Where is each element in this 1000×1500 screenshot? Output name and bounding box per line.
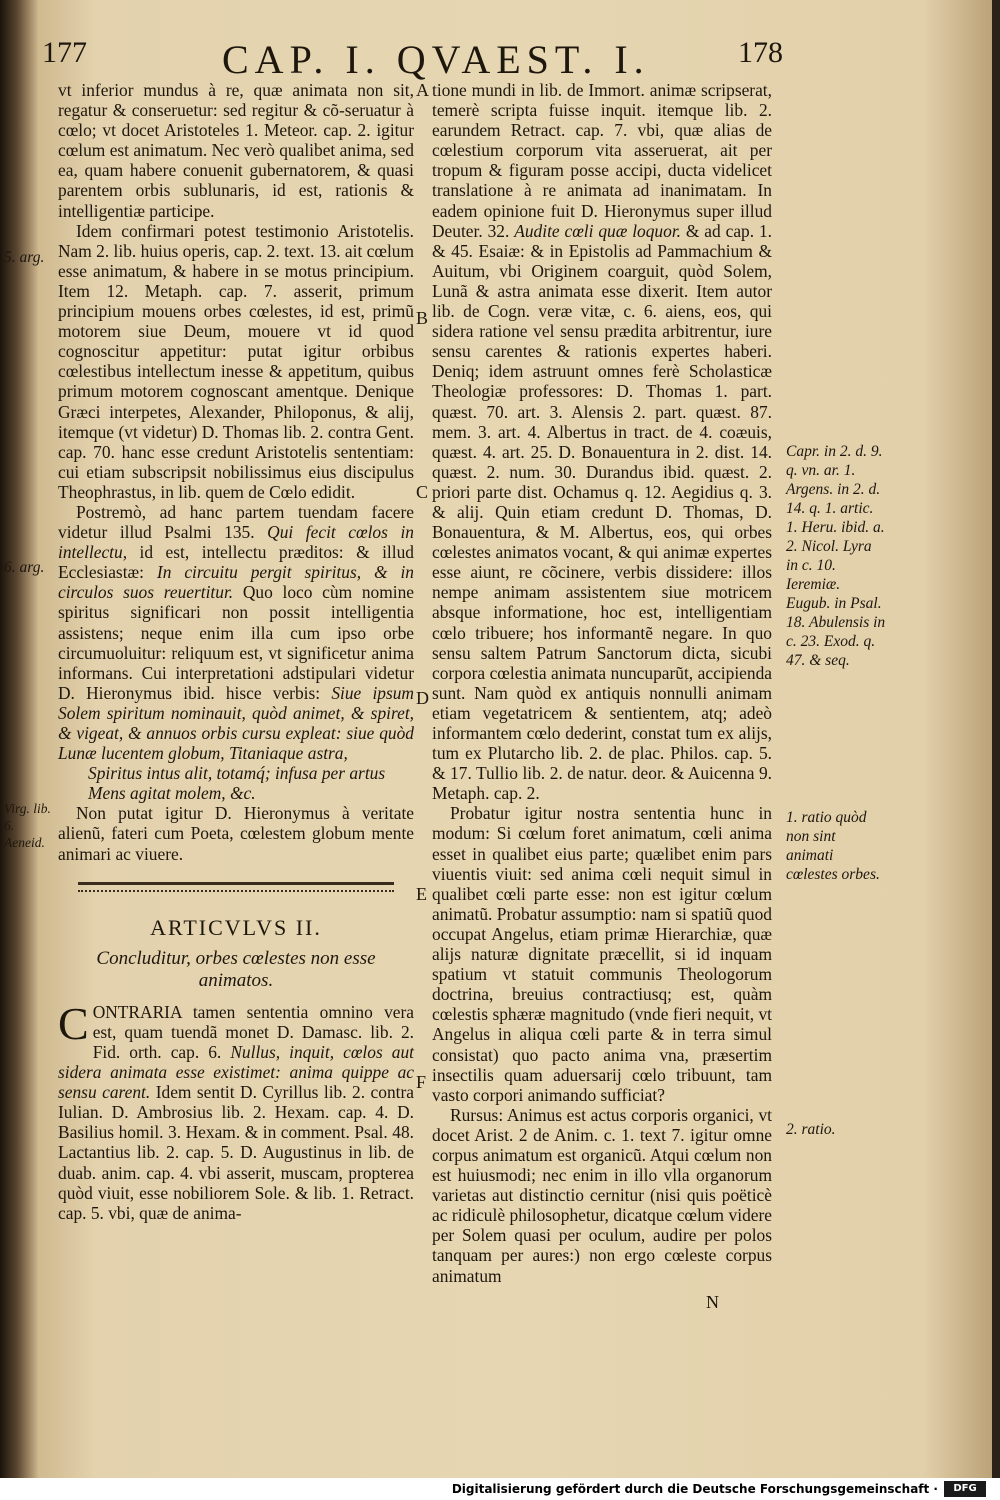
dfg-logo-icon: DFG (944, 1481, 986, 1497)
margin-note-virgil: Virg. lib. 6. Aeneid. (4, 801, 51, 850)
section-letter-d: D (416, 688, 429, 708)
drop-cap-letter: C (58, 997, 89, 1049)
page-edge (992, 0, 1000, 1478)
running-head: CAP. I. QVAEST. I. (222, 37, 650, 82)
left-column (58, 80, 414, 1223)
article-title: ARTICVLVS II. (150, 914, 322, 940)
right-p1-text-b: & ad cap. 1. & 45. Esaiæ: & in Epistolis ad Pammachium & Auitum, vbi Originem coarguit, quòd Solem, Lunã & astra animata esse dixerit. Item autor lib. de Cogn. veræ vitæ, c. 6. aiens, eos, qui sidera ratione vel sensu prædita arbitrentur, iure sensu carentes & rationis expertes haberi. Deniq; idem astruunt omnes ferè Scholasticæ Theologiæ professores: D. Thomas 1. part. quæst. 70. art. 3. Alensis 2. part. quæst. 87. mem. 3. art. 4. Albertus in tract. de 4. coæuis, quæst. 4. art. 25. D. Bonauentura in 2. dist. 14. quæst. 2. num. 30. Durandus ibid. quæst. 2. priori parte dist. Ochamus q. 12. Aegidius q. 3. & alij. Quin etiam credunt D. Thomas, D. Bonauentura, & M. Albertus, eos, qui orbes cœlestes animatos vocant, & qui animæ expertes esse aiunt, re cõcinere, verbis dissidere: illos nempe animam assistentem siue motricem absque informatione, hoc est, intelligentiam cœlo tribuere; hos informantẽ negare. In quo sensu saltem Patrum Sanctorum dicta, sicubi corpora cœlestia animata nuncuparũt, accipienda sunt. Nam quòd ex antiquis nonnulli animam etiam vegetatricem & sentientem, atq; adeò informantem cœlo dederint, constat tum ex alijs, tum ex Plutarcho lib. 2. de plac. Philos. cap. 5. & 17. Tullio lib. 2. de natur. deor. & Auicenna 9. Metaph. cap. 2. (432, 220, 772, 804)
right-paragraph-2: Probatur igitur nostra sententia hunc in modum: Si cœlum foret animatum, cœli anima esset in qualibet eius parte; quælibet enim pars viuentis viuit: sed anima cœli nequit simul in qualibet cœli parte esse: non est igitur cœlum animatũ. Probatur assumptio: nam si spatiũ quod occupat Angelus, etiam primæ Hierarchiæ, quæ alijs naturæ dignitate præcellit, si id inquam spatium vt statuit communis Theologorum doctrina, breuius contractiusq; est, quàm cœlestis sphæræ magnitudo (vnde fieri nequit, vt Angelus in aliqua cœli parte & in terra simul consistat) quo pacto anima vna, præsertim insectilis quam aduersarij cœlo tribuunt, tam vasto corpori animando sufficiat? (432, 803, 772, 1105)
left-paragraph-5 (58, 997, 414, 1223)
left-paragraph-2: Idem confirmari potest testimonio Aristotelis. Nam 2. lib. huius operis, cap. 2. text. 13. ait cœlum esse animatum, & habere in se motus principium. Item 12. Metaph. cap. 7. asserit, primum principium mouens orbes cœlestes, id est, primũ motorem siue Deum, mouere vt id quod cognoscitur appetitur: putat igitur orbibus cœlestibus intellectum inesse & appetitum, quibus primum motorem cognoscant amentque. Denique Græci interpetes, Alexander, Philoponus, & alij, itemque (vt videtur) D. Thomas lib. 2. contra Gent. cap. 70. hanc esse credunt Aristotelis sententiam: cui etiam subscripsit nobilissimus eius discipulus Theophrastus, in lib. quem de Cœlo edidit. (58, 220, 414, 502)
section-letter-a: A (416, 80, 429, 100)
article-subtitle: Concluditur, orbes cœlestes non esse animatos. (96, 947, 376, 991)
right-p1-text-a: tione mundi in lib. de Immort. animæ scripserat, temerè scripta fuisse inquit. itemque lib. 2. earundem Retract. cap. 7. vbi, quæ alias de cœlestium corporum vita asseruerat, ait per tropum & figuram posse accipi, ducta videlicet translatione à re animata ad inanimatam. In eadem opinione fuit D. Hieronymus super illud Deuter. 32. (432, 80, 772, 241)
footer-credit: Digitalisierung gefördert durch die Deutsche Forschungsgemeinschaft · (451, 1482, 938, 1496)
left-p5-quote-1: Nullus, inquit, cœlos aut sidera animata esse existimet: anima quippe ac sensu carent. (58, 1041, 414, 1103)
margin-note-references: Capr. in 2. d. 9. q. vn. ar. 1. Argens. in 2. d. 14. q. 1. artic. 1. Heru. ibid. a. 2. Nicol. Lyra in c. 10. Ieremiæ. Eugub. in Psal. 18. Abulensis in c. 23. Exod. q. 47. & seq. (786, 443, 886, 669)
left-paragraph-4: Non putat igitur D. Hieronymus à veritate alienũ, fateri cum Poeta, cœlestem globum mente animari ac viuere. (58, 803, 414, 864)
right-paragraph-3: Rursus: Animus est actus corporis organici, vt docet Arist. 2 de Anim. c. 1. text 7. igitur omne corpus animatum est organicũ. Atqui cœlum non est huiusmodi; nec enim in illo vlla organorum varietas aut distinctio cernitur (nisi quis poëticè ac ridiculè philosophetur, dicatque cœlum videre per Solem quasi per oculum, audire per polos tanquam per aures:) non ergo cœleste corpus animatum (432, 1104, 772, 1286)
verse-line-1: Spiritus intus alit, totamq́; infusa per artus (88, 763, 386, 784)
margin-note-5-arg: 5. arg. (4, 249, 45, 266)
left-p5-text-b: Idem sentit D. Cyrillus lib. 2. contra Iulian. D. Ambrosius lib. 2. Hexam. cap. 4. D. Basilius homil. 3. Hexam. & in comment. Psal. 48. Lactantius lib. 2. cap. 5. D. Augustinus in lib. de duab. anim. cap. 4. vbi asserit, muscam, propterea quòd viuit, esse nobiliorem Sole. & lib. 1. Retract. cap. 5. vbi, quæ de anima- (58, 1082, 414, 1223)
left-p3-text-b: id est, intellectu præditos: & illud Ecclesiastæ: (58, 542, 414, 583)
section-letter-b: B (416, 308, 429, 328)
section-letter-f: F (416, 1072, 427, 1092)
right-paragraph-1 (432, 80, 772, 803)
left-p5-text-a: ONTRARIA tamen sententia omnino vera est, quam tuendã monet D. Damasc. lib. 2. Fid. orth. cap. 6. (92, 1001, 414, 1062)
right-p1-quote-1: Audite cœli quæ loquor. (514, 220, 682, 241)
section-letter-c: C (416, 482, 429, 502)
ornament-divider (58, 878, 414, 900)
page-number-right: 178 (738, 36, 783, 69)
section-letter-e: E (416, 884, 427, 904)
right-column (432, 80, 772, 1286)
left-paragraph-1: vt inferior mundus à re, quæ animata non sit, regatur & conseruetur: sed regitur & cõ-seruatur à cœlo; vt docet Aristoteles 1. Meteor. cap. 2. igitur cœlum est animatum. Nec verò qualibet anima, sed ea, quam habere conuenit gubernatorem, & quasi parentem orbis sublunaris, id est, rationis & intelligentiæ participe. (58, 80, 414, 221)
left-p3-quote-3: Siue ipsum Solem spiritum nominauit, quòd animet, & spiret, & vigeat, & annuos orbis cursu expleat: siue quòd Lunæ lucentem globum, Titaniaque astra, (58, 682, 414, 764)
left-p3-text-c: Quo loco cùm nomine spiritus significari non possit intelligentia assistens; neque enim illa cum ipso orbe circumuoluitur: reliquum est, vt significetur anima informans. Cui interpretationi adstipulari videtur D. Hieronymus ibid. hisce verbis: (58, 582, 414, 703)
left-p3-quote-1: Qui fecit cœlos in intellectu, (58, 522, 414, 563)
left-p3-quote-2: In circuitu pergit spiritus, & in circulos suos reuertitur. (58, 562, 414, 603)
left-p3-text-a: Postremò, ad hanc partem tuendam facere videtur illud Psalmi 135. (58, 501, 414, 543)
book-spine (0, 0, 38, 1480)
verse-line-2: Mens agitat molem, &c. (88, 783, 256, 804)
margin-note-6-arg: 6. arg. (4, 559, 45, 576)
margin-note-ratio-1: 1. ratio quòd non sint animati cœlestes orbes. (786, 809, 880, 883)
left-paragraph-3 (58, 502, 414, 763)
catchword: N (706, 1292, 719, 1312)
page-number-left: 177 (42, 36, 87, 69)
margin-note-ratio-2: 2. ratio. (786, 1121, 836, 1138)
